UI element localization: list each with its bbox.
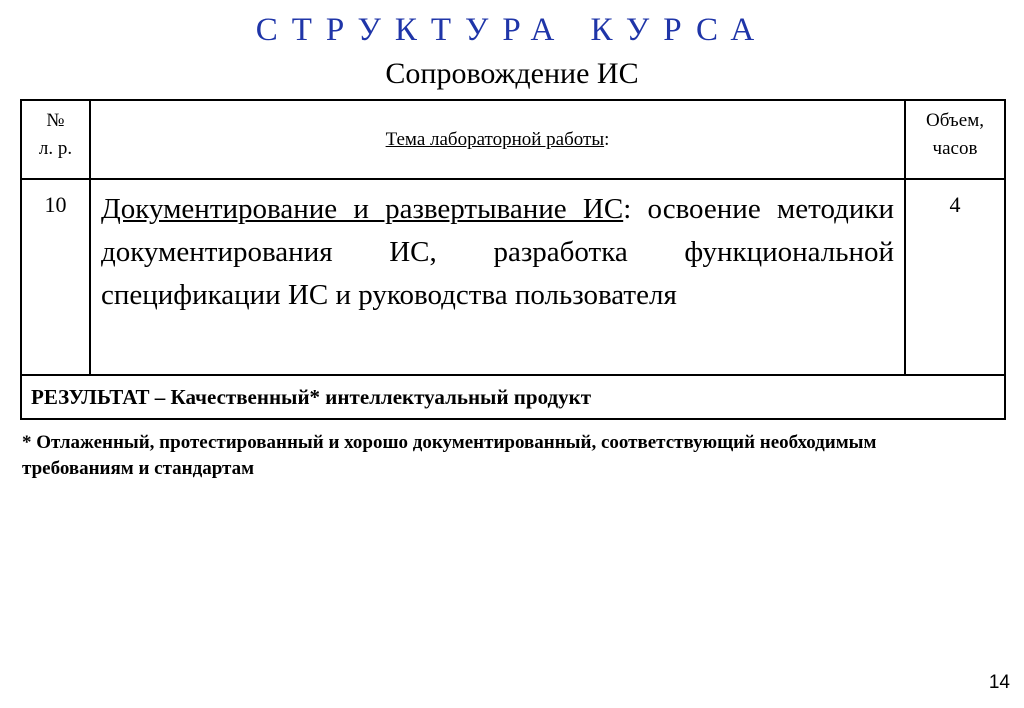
row-topic-description: : освоение методики документирования ИС, разработка функциональной спецификации ИС и руководства пользователя bbox=[101, 193, 894, 311]
header-topic-cell bbox=[90, 100, 905, 179]
header-topic-suffix: : bbox=[604, 128, 610, 150]
header-volume-cell bbox=[905, 100, 1005, 179]
table-header-row bbox=[21, 100, 1005, 179]
header-volume-line2: часов bbox=[932, 138, 978, 159]
slide-title: СТРУКТУРА КУРСА bbox=[255, 12, 769, 48]
result-row bbox=[21, 375, 1005, 419]
header-number-cell bbox=[21, 100, 90, 179]
page-number: 14 bbox=[988, 672, 1010, 693]
footnote: * Отлаженный, протестированный и хорошо документированный, соответствующий необходимым требованиям и стандартам bbox=[22, 432, 877, 479]
header-number-line1: № bbox=[46, 110, 65, 131]
row-topic-title: Документирование и развертывание ИС bbox=[101, 193, 624, 225]
result-text: РЕЗУЛЬТАТ – Качественный* интеллектуальный продукт bbox=[21, 375, 1005, 419]
row-topic bbox=[90, 179, 905, 375]
header-volume-line1: Объем, bbox=[926, 110, 984, 131]
table-row bbox=[21, 179, 1005, 375]
row-number: 10 bbox=[21, 179, 90, 375]
header-topic-label: Тема лабораторной работы bbox=[385, 128, 605, 150]
header-number-line2: л. р. bbox=[38, 138, 73, 159]
row-volume: 4 bbox=[905, 179, 1005, 375]
slide-subtitle: Сопровождение ИС bbox=[385, 57, 639, 90]
course-structure-table bbox=[20, 99, 1006, 420]
